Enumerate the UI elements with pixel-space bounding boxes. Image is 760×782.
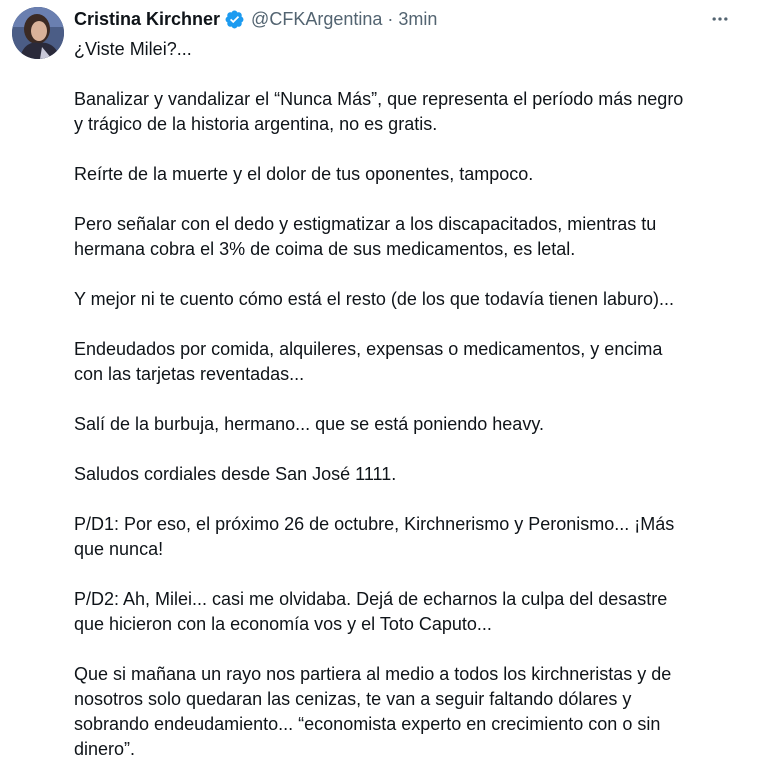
tweet-paragraph: Salí de la burbuja, hermano... que se está poniendo heavy. (74, 414, 544, 434)
tweet-paragraph: Y mejor ni te cuento cómo está el resto (de los que todavía tienen laburo)... (74, 289, 675, 309)
more-horizontal-icon (710, 9, 730, 29)
tweet-paragraph: Pero señalar con el dedo y estigmatizar a los discapacitados, mientras tu hermana cobra el 3% de coima de sus medicamentos, es letal. (74, 214, 657, 259)
verified-badge-icon (224, 9, 245, 30)
author-display-name[interactable]: Cristina Kirchner (74, 9, 221, 29)
more-options-button[interactable] (704, 8, 736, 30)
avatar[interactable] (12, 7, 64, 59)
separator-dot: · (387, 9, 394, 29)
tweet-paragraph: Reírte de la muerte y el dolor de tus oponentes, tampoco. (74, 164, 534, 184)
author-handle[interactable]: @CFKArgentina (251, 9, 383, 29)
tweet-paragraph: Banalizar y vandalizar el “Nunca Más”, que representa el período más negro y trágico de la historia argentina, no es gratis. (74, 89, 684, 134)
tweet-paragraph: P/D1: Por eso, el próximo 26 de octubre, Kirchnerismo y Peronismo... ¡Más que nunca! (74, 514, 675, 559)
tweet-paragraph: Que si mañana un rayo nos partiera al medio a todos los kirchneristas y de nosotros solo quedaran las cenizas, te van a seguir faltando dólares y sobrando endeudamiento... “economista experto en crecimiento con o sin dinero”. (74, 664, 672, 759)
tweet-timestamp[interactable]: 3min (398, 9, 438, 29)
tweet-paragraph: Saludos cordiales desde San José 1111. (74, 464, 397, 484)
tweet-paragraph: ¿Viste Milei?... (74, 39, 192, 59)
tweet-paragraph: P/D2: Ah, Milei... casi me olvidaba. Dejá de echarnos la culpa del desastre que hicieron con la economía vos y el Toto Caputo... (74, 589, 668, 634)
tweet-text (74, 37, 750, 762)
tweet-paragraph: Endeudados por comida, alquileres, expensas o medicamentos, y encima con las tarjetas reventadas... (74, 339, 663, 384)
tweet-header (74, 8, 720, 30)
